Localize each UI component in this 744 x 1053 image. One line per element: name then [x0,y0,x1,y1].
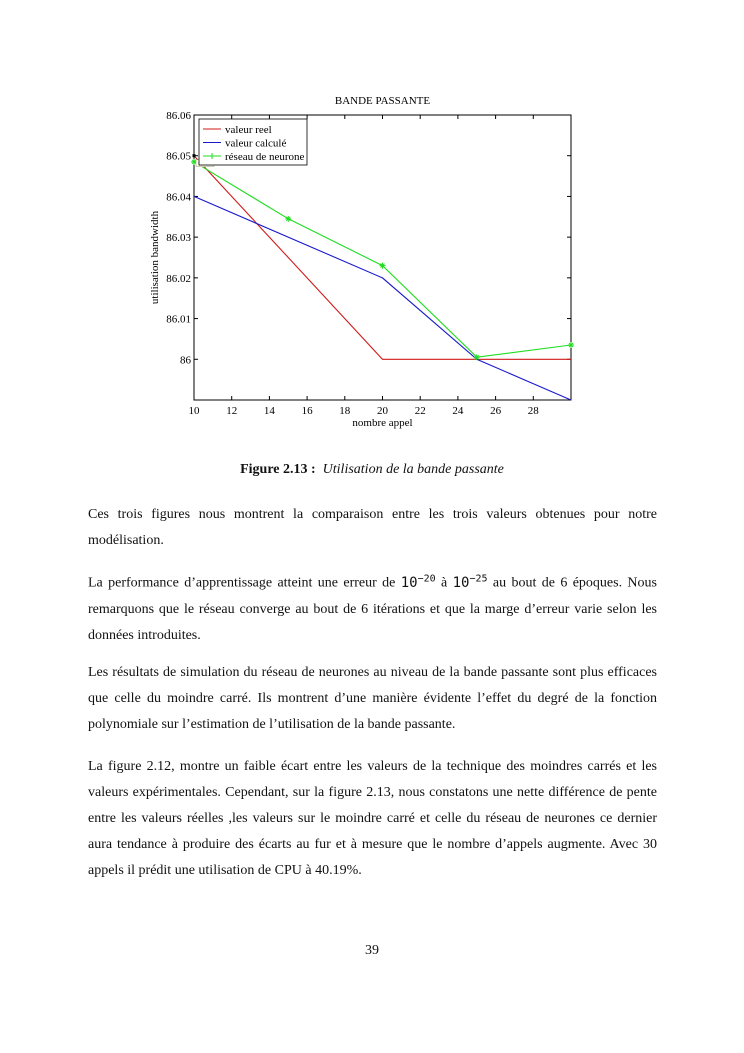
paragraph-2 [88,566,657,649]
chart-svg [140,88,600,440]
legend-label-3: réseau de neurone [225,151,305,163]
x-tick-label: 12 [226,405,238,417]
x-axis-label: nombre appel [352,417,413,429]
exponent-1: −20 [417,573,436,584]
paragraph-2-mid: à [435,575,453,591]
exponent-2: −25 [469,573,488,584]
x-tick-label: 18 [339,405,351,417]
x-tick-label: 20 [377,405,388,417]
y-tick-label: 86.01 [166,313,191,326]
y-axis-label: utilisation bandwidth [149,210,161,305]
exponent-base-1: 10 [400,574,418,591]
chart-title: BANDE PASSANTE [334,95,431,107]
y-tick-label: 86.02 [166,272,191,285]
x-tick-label: 28 [527,405,539,417]
figure-caption [0,462,744,478]
paragraph-1 [88,502,657,554]
x-tick-label: 22 [414,405,426,417]
x-tick-label: 10 [188,405,200,417]
figure-label: Figure 2.13 : [240,462,316,477]
legend-label-1: valeur reel [225,124,272,136]
paragraph-4 [88,754,657,884]
paragraph-1-text: Ces trois figures nous montrent la comparaison entre les trois valeurs obtenues pour notre modélisation. [88,507,657,548]
x-tick-label: 14 [263,405,275,417]
page-number: 39 [365,943,379,958]
paragraph-2-text-a: La performance d’apprentissage atteint une erreur de [88,575,401,591]
x-tick-label: 16 [301,405,313,417]
paragraph-3-text: Les résultats de simulation du réseau de neurones au niveau de la bande passante sont plus efficaces que celle du moindre carré. Ils montrent d’une manière évidente l’effet du degré de la fonction polynomiale sur l’estimation de l’utilisation de la bande passante. [88,665,657,732]
paragraph-3 [88,660,657,738]
y-tick-label: 86.05 [166,150,191,163]
exponent-base-2: 10 [452,574,470,591]
paragraph-2-text-b: au bout de 6 époques. Nous remarquons que le réseau converge au bout de 6 itérations et que la marge d’erreur varie selon les données introduites. [88,575,657,643]
y-tick-label: 86.03 [166,232,191,245]
figure-chart [140,88,600,440]
y-tick-label: 86.04 [166,191,191,204]
data-tip-marker [193,154,196,157]
x-tick-label: 24 [452,405,464,417]
y-tick-label: 86.06 [166,110,191,122]
y-tick-label: 86 [180,354,191,367]
figure-caption-text: Utilisation de la bande passante [322,462,504,477]
x-tick-label: 26 [490,405,502,417]
paragraph-4-text: La figure 2.12, montre un faible écart entre les valeurs de la technique des moindres carrés et les valeurs expérimentales. Cependant, sur la figure 2.13, nous constatons une nette différence de pente entre les valeurs réelles ,les valeurs sur le moindre carré et celle du réseau de neurones ce dernier aura tendance à produire des écarts au fur et à mesure que le nombre d’appels augmente. Avec 30 appels il prédit une utilisation de CPU à 40.19%. [88,759,657,878]
legend-label-2: valeur calculé [225,137,287,150]
